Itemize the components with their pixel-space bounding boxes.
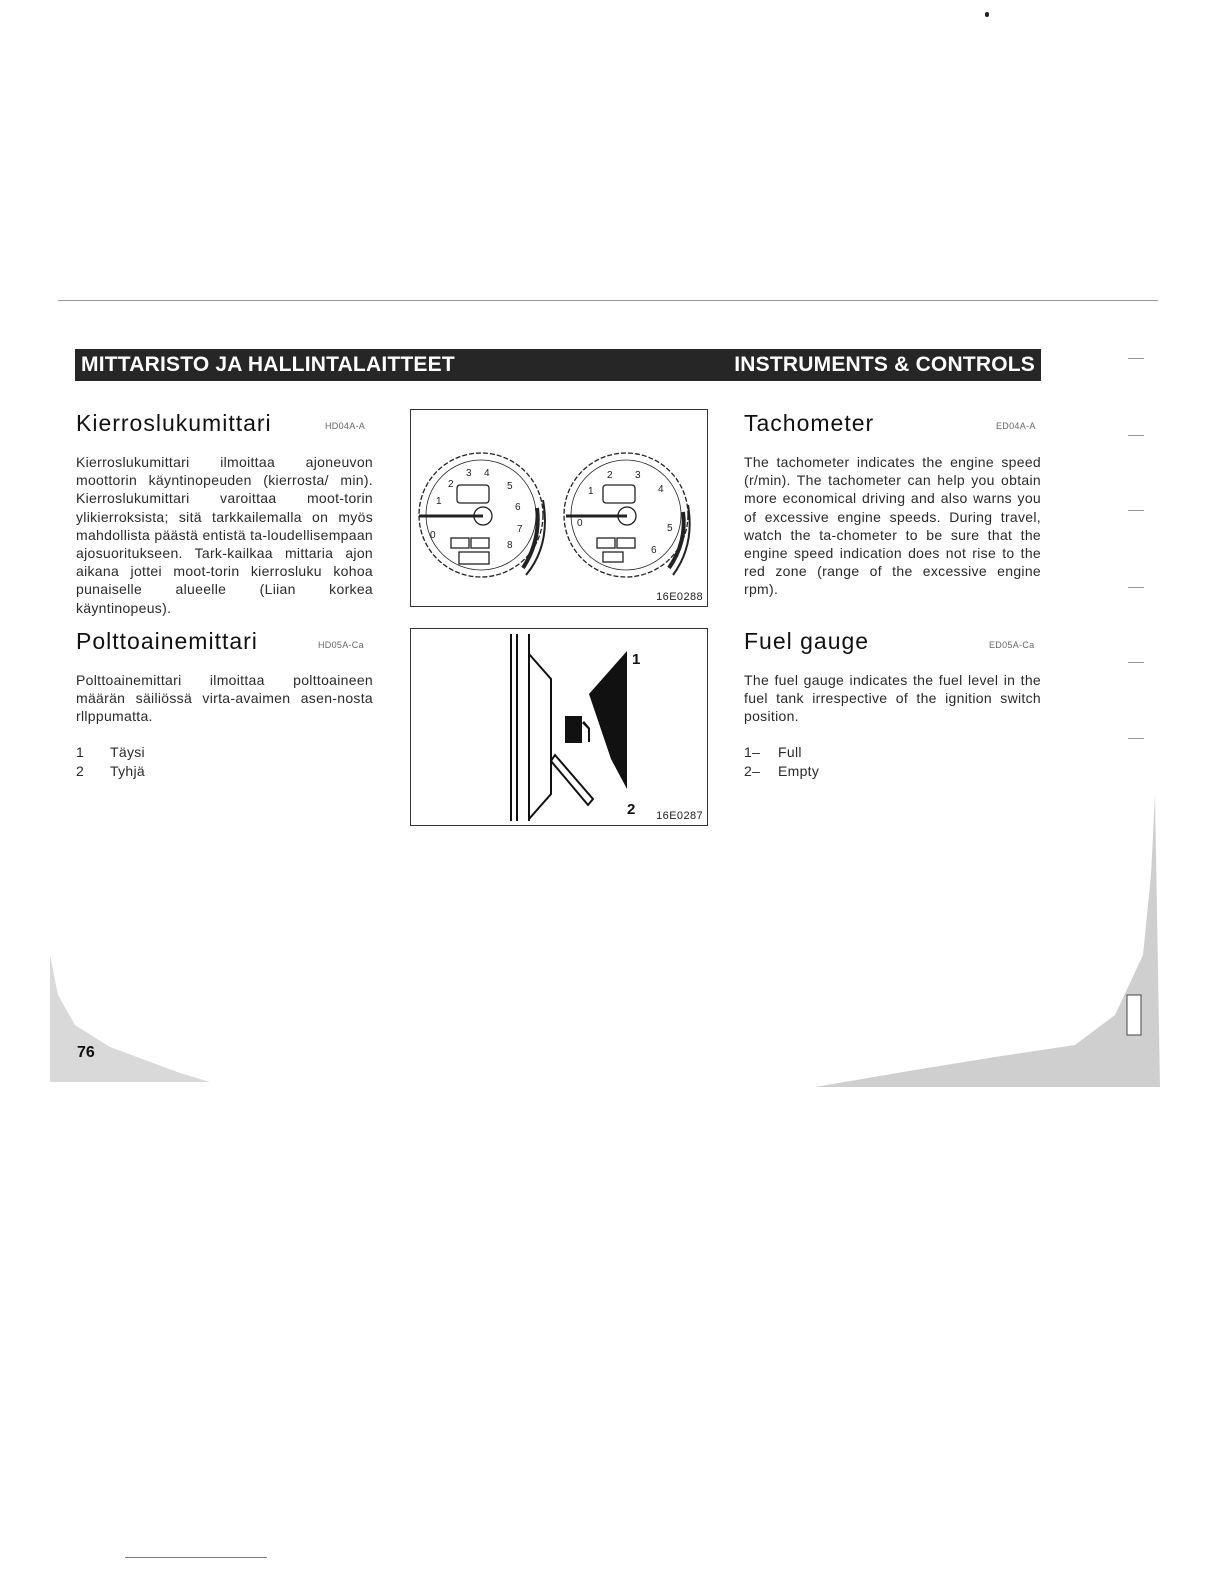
tach-left-num: 4 bbox=[484, 468, 490, 479]
en-fuel-text: The fuel gauge indicates the fuel level in the fuel tank irrespective of the ignition switch position. bbox=[744, 672, 1041, 725]
fuel-figure-code: 16E0287 bbox=[656, 810, 703, 822]
top-rule bbox=[58, 300, 1158, 301]
fuel-pump-icon bbox=[565, 716, 590, 743]
tach-right-num: 3 bbox=[635, 470, 641, 481]
list-item: 1– Full bbox=[744, 744, 802, 760]
en-fuel-title: Fuel gauge bbox=[744, 628, 870, 654]
en-tach-text: The tachometer indicates the engine speed (r/min). The tachometer can help you obtain more economical driving and also warns you of excessive engine speeds. During travel, watch the ta-chometer to be sure that the engine speed indication does not rise to the red zone (range of the excessive engine rpm). bbox=[744, 454, 1041, 598]
tach-left-num: 5 bbox=[507, 481, 513, 492]
scan-shadow-right bbox=[815, 795, 1160, 1090]
margin-tab-mark bbox=[1128, 662, 1144, 663]
margin-tab-mark bbox=[1128, 738, 1144, 739]
tach-left-num: 1 bbox=[436, 496, 442, 507]
fuel-empty-label: 2 bbox=[627, 801, 636, 818]
tach-right-zero: 0 bbox=[577, 518, 583, 529]
header-title-fi: MITTARISTO JA HALLINTALAITTEET bbox=[81, 353, 455, 376]
margin-tab-mark bbox=[1128, 587, 1144, 588]
tach-figure-code: 16E0288 bbox=[656, 591, 703, 603]
tachometer-figure bbox=[410, 409, 708, 607]
tach-right-num: 5 bbox=[667, 523, 673, 534]
scan-shadow-left bbox=[50, 955, 220, 1085]
fi-tach-code: HD04A-A bbox=[325, 421, 366, 431]
tach-left-num: 2 bbox=[448, 479, 454, 490]
tach-right-num: 4 bbox=[658, 484, 664, 495]
en-legend-list bbox=[744, 743, 1041, 781]
fi-legend-list bbox=[76, 743, 373, 781]
en-fuel-code: ED05A-Ca bbox=[989, 640, 1035, 650]
tach-right-num: 1 bbox=[588, 486, 594, 497]
tach-left-num: 3 bbox=[466, 468, 472, 479]
tach-right-num: 2 bbox=[607, 470, 613, 481]
fi-fuel-title: Polttoainemittari bbox=[76, 628, 258, 654]
tach-right-num: 6 bbox=[651, 545, 657, 556]
en-tach-title: Tachometer bbox=[744, 410, 875, 436]
en-tach-code: ED04A-A bbox=[996, 421, 1036, 431]
list-item: 2– Empty bbox=[744, 763, 820, 779]
tach-left-zero: 0 bbox=[430, 530, 436, 541]
fi-fuel-text: Polttoainemittari ilmoittaa polttoaineen määrän säiliössä virta-avaimen asen-nosta rllppumatta. bbox=[76, 672, 373, 725]
list-item: 2 Tyhjä bbox=[76, 763, 145, 779]
tach-left-num: 7 bbox=[517, 524, 523, 535]
list-item: 1 Täysi bbox=[76, 744, 145, 760]
tach-left-num: 6 bbox=[515, 502, 521, 513]
fi-fuel-code: HD05A-Ca bbox=[318, 640, 364, 650]
page-number: 76 bbox=[77, 1044, 95, 1061]
tach-dial-left bbox=[419, 453, 545, 577]
tach-left-num: 8 bbox=[507, 540, 513, 551]
section-header-bar bbox=[75, 349, 1041, 381]
tachometer-illustration bbox=[411, 410, 707, 606]
margin-tab-mark bbox=[1128, 435, 1144, 436]
scan-speck bbox=[985, 12, 989, 17]
bottom-scan-line bbox=[125, 1557, 267, 1558]
fuel-gauge-illustration bbox=[411, 629, 707, 825]
header-title-en: INSTRUMENTS & CONTROLS bbox=[734, 353, 1035, 376]
fi-tach-title: Kierroslukumittari bbox=[76, 410, 272, 436]
fuel-full-label: 1 bbox=[632, 651, 641, 668]
margin-tab-mark bbox=[1128, 510, 1144, 511]
margin-tab-mark bbox=[1128, 358, 1144, 359]
tach-dial-right bbox=[564, 453, 690, 577]
fi-tach-text: Kierroslukumittari ilmoittaa ajoneuvon moottorin käyntinopeuden (kierrosta/ min). Kierroslukumittari varoittaa moot-torin ylikierroksista; sitä tarkkailemalla on myös mahdollista päästä entistä ta-loudellisempaan ajosuoritukseen. Tark-kailkaa mittaria ajon aikana jottei moot-torin kierrosluku kohoa punaiselle alueelle (Liian korkea käyntinopeus). bbox=[76, 454, 373, 616]
fuel-gauge-figure bbox=[410, 628, 708, 826]
